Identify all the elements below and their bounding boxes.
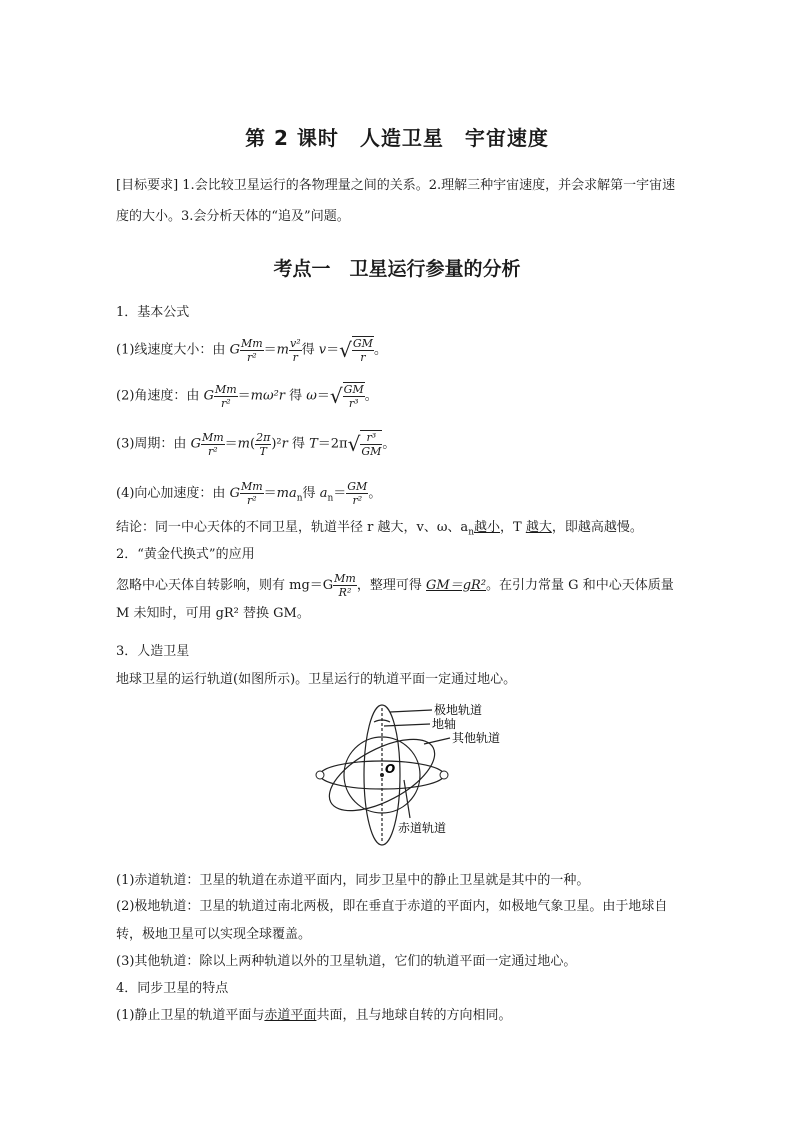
formula-label: (3)周期：由 bbox=[116, 436, 191, 452]
conclusion-text: 结论：同一中心天体的不同卫星，轨道半径 r 越大，v、ω、a bbox=[116, 520, 469, 535]
formula-connector: 得 bbox=[285, 388, 307, 404]
satellite-right bbox=[440, 771, 448, 779]
item3-heading: 3．人造卫星 bbox=[116, 644, 190, 659]
orbit-other-desc: (3)其他轨道：除以上两种轨道以外的卫星轨道，它们的轨道平面一定通过地心。 bbox=[116, 954, 577, 969]
item2-text-part: 。在引力常量 G 和中心天体质量 M 未知时，可用 gR² 替换 GM。 bbox=[116, 578, 674, 621]
formula-angular-velocity: (2)角速度：由 G $\frac{Mm}{\text{r²}}$ ＝mω²r 得 ω＝√ $\frac{GM}{\text{r³}}$ 。 bbox=[116, 382, 378, 410]
formula-label: (2)角速度：由 bbox=[116, 388, 204, 404]
conclusion-highlight-1: 越小 bbox=[473, 520, 500, 535]
formula-connector: 得 bbox=[287, 436, 310, 452]
item3-intro: 地球卫星的运行轨道(如图所示)。卫星运行的轨道平面一定通过地心。 bbox=[116, 672, 517, 687]
goal-text: 1.会比较卫星运行的各物理量之间的关系。2.理解三种宇宙速度，并会求解第一宇宙速度的大小。3.会分析天体的“追及”问题。 bbox=[116, 178, 676, 224]
item2-text-part: ，整理可得 bbox=[356, 578, 427, 593]
goal-tag: [目标要求] bbox=[116, 178, 179, 193]
page-title: 第 2 课时 人造卫星 宇宙速度 bbox=[245, 126, 549, 150]
earth-center bbox=[380, 773, 384, 777]
formula-label: (4)向心加速度：由 bbox=[116, 486, 230, 501]
orbit-equatorial-desc: (1)赤道轨道：卫星的轨道在赤道平面内，同步卫星中的静止卫星就是其中的一种。 bbox=[116, 873, 590, 888]
item4-text-part: 共面，且与地球自转的方向相同。 bbox=[316, 1008, 512, 1023]
satellite-equatorial bbox=[316, 771, 324, 779]
formula-label: (1)线速度大小：由 bbox=[116, 342, 230, 358]
orbit-diagram bbox=[312, 700, 501, 852]
section-title: 考点一 卫星运行参量的分析 bbox=[273, 258, 521, 280]
label-other-orbit: 其他轨道 bbox=[452, 731, 501, 745]
item2-text-part: 忽略中心天体自转影响，则有 mg＝G bbox=[116, 578, 334, 593]
item4-p1 bbox=[116, 1006, 686, 1026]
formula-linear-speed: (1)线速度大小：由 G $\frac{Mm}{\text{r²}}$ ＝m $\frac{\text{v²}}{r}$ 得 v＝√ $\frac{GM}{r}$ 。 bbox=[116, 336, 387, 364]
formula-connector: 得 bbox=[301, 342, 319, 358]
item4-highlight: 赤道平面 bbox=[264, 1008, 317, 1023]
conclusion-highlight-2: 越大 bbox=[525, 520, 552, 535]
formula-connector: 得 bbox=[302, 486, 320, 501]
formula-period: (3)周期：由 G $\frac{Mm}{\text{r²}}$ ＝m( $\frac{2\pi}{T}$ )²r 得 T＝2π√ $\frac{\text{r³}}{GM}$ 。 bbox=[116, 430, 396, 458]
label-polar-orbit: 极地轨道 bbox=[434, 703, 483, 717]
item2-highlight: GM＝gR² bbox=[426, 578, 487, 593]
item2-text: 忽略中心天体自转影响，则有 mg＝G $\frac{Mm}{\text{R²}}$ ，整理可得 GM＝gR²。在引力常量 G 和中心天体质量 M 未知时，可用 gR² 替换 GM。 bbox=[116, 572, 674, 621]
label-equatorial-orbit: 赤道轨道 bbox=[398, 821, 447, 835]
label-earth-axis: 地轴 bbox=[432, 717, 457, 731]
conclusion: 结论：同一中心天体的不同卫星，轨道半径 r 越大，v、ω、$a_n$越小，T 越大，即越高越慢。 bbox=[116, 520, 643, 538]
label-center-o: O bbox=[385, 762, 396, 776]
orbit-polar-desc: (2)极地轨道：卫星的轨道过南北两极，即在垂直于赤道的平面内，如极地气象卫星。由于地球自转，极地卫星可以实现全球覆盖。 bbox=[116, 899, 668, 942]
goal-requirements bbox=[116, 170, 686, 232]
formula-acceleration: (4)向心加速度：由 G $\frac{Mm}{\text{r²}}$ $=ma_n$得 $a_n=$ $\frac{GM}{\text{r²}}$ 。 bbox=[116, 480, 382, 507]
conclusion-text: ，T bbox=[500, 520, 526, 535]
item4-text-part: (1)静止卫星的轨道平面与 bbox=[116, 1008, 265, 1023]
item4-heading: 4．同步卫星的特点 bbox=[116, 981, 229, 996]
item1-heading: 1．基本公式 bbox=[116, 305, 190, 320]
conclusion-text: ，即越高越慢。 bbox=[551, 520, 643, 535]
item2-heading: 2．“黄金代换式”的应用 bbox=[116, 547, 255, 562]
